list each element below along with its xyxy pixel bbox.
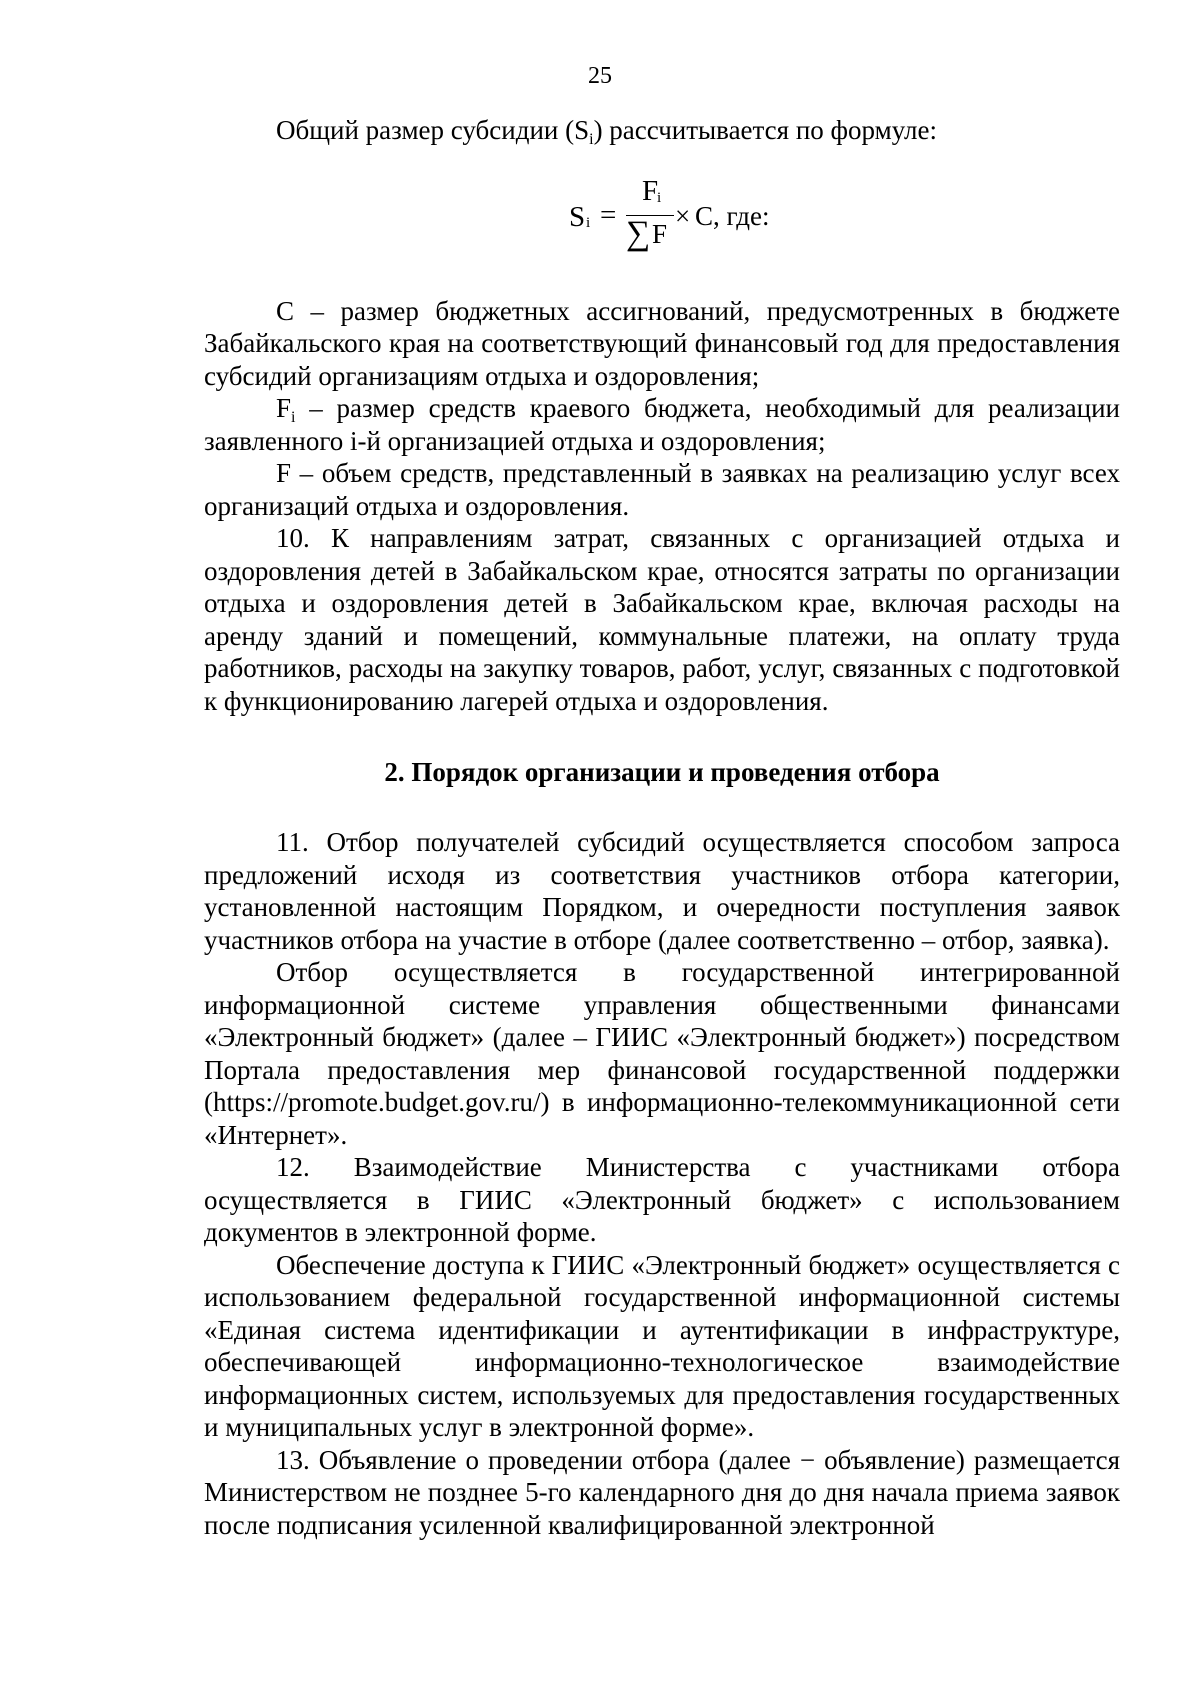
paragraph-10: 10. К направлениям затрат, связанных с организацией отдыха и оздоровления детей в Забайкальском крае, относятся затраты по организации отдыха и оздоровления детей в Забайкальском крае, включая расходы на аренду зданий и помещений, коммунальные платежи, на оплату труда работников, расходы на закупку товаров, работ, услуг, связанных с подготовкой к функционированию лагерей отдыха и оздоровления. xyxy=(204,523,1120,716)
subsidy-formula xyxy=(569,171,809,251)
document-body xyxy=(204,114,1120,1541)
definition-c: C – размер бюджетных ассигнований, предусмотренных в бюджете Забайкальского края на соответствующий финансовый год для предоставления субсидий организациям отдыха и оздоровления; xyxy=(204,295,1120,391)
formula-block xyxy=(204,147,1120,295)
formula-rhs: C, где: xyxy=(695,200,770,231)
paragraph-11: 11. Отбор получателей субсидий осуществляется способом запроса предложений исходя из соответствия участников отбора категории, установленной настоящим Порядком, и очередности поступления заявок участников отбора на участие в отборе (далее соответственно – отбор, заявка). xyxy=(204,827,1120,955)
formula-lhs: S xyxy=(569,200,586,233)
formula-equals: = xyxy=(600,198,617,231)
paragraph-13: 13. Объявление о проведении отбора (далее − объявление) размещается Министерством не позднее 5-го календарного дня до дня начала приема заявок после подписания усиленной квалифицированной электронной xyxy=(204,1444,1120,1540)
paragraph-12: 12. Взаимодействие Министерства с участниками отбора осуществляется в ГИИС «Электронный бюджет» с использованием документов в электронной форме. xyxy=(204,1152,1120,1247)
formula-numerator: F xyxy=(642,174,659,207)
paragraph-11-continued: Отбор осуществляется в государственной интегрированной информационной системе управления общественными финансами «Электронный бюджет» (далее – ГИИС «Электронный бюджет») посредством Портала предоставления мер финансовой государственной поддержки (https://promote.budget.gov.ru/) в информационно-телекоммуникационной сети «Интернет». xyxy=(204,957,1120,1150)
paragraph-12-continued: Обеспечение доступа к ГИИС «Электронный бюджет» осуществляется с использованием федеральной государственной информационной системы «Единая система идентификации и аутентификации в инфраструктуре, обеспечивающей информационно-технологическое взаимодействие информационных систем, используемых для предоставления государственных и муниципальных услуг в электронной форме». xyxy=(204,1249,1120,1442)
formula-times: × xyxy=(675,200,691,231)
definition-fi: $F_i$ – размер средств краевого бюджета, необходимый для реализации заявленного i-й организацией отдыха и оздоровления; xyxy=(204,393,1120,456)
page-number: 25 xyxy=(588,63,612,89)
formula-sum-symbol: ∑ xyxy=(626,214,651,252)
formula-lhs-subscript: i xyxy=(586,214,591,231)
formula-numerator-subscript: i xyxy=(657,189,662,206)
section-heading: 2. Порядок организации и проведения отбора xyxy=(384,757,940,787)
definition-f: F – объем средств, представленный в заявках на реализацию услуг всех организаций отдыха и оздоровления. xyxy=(204,458,1120,521)
formula-intro: Общий размер субсидии $(S_i)$ рассчитывается по формуле: xyxy=(276,115,937,148)
formula-denominator: F xyxy=(652,218,668,249)
